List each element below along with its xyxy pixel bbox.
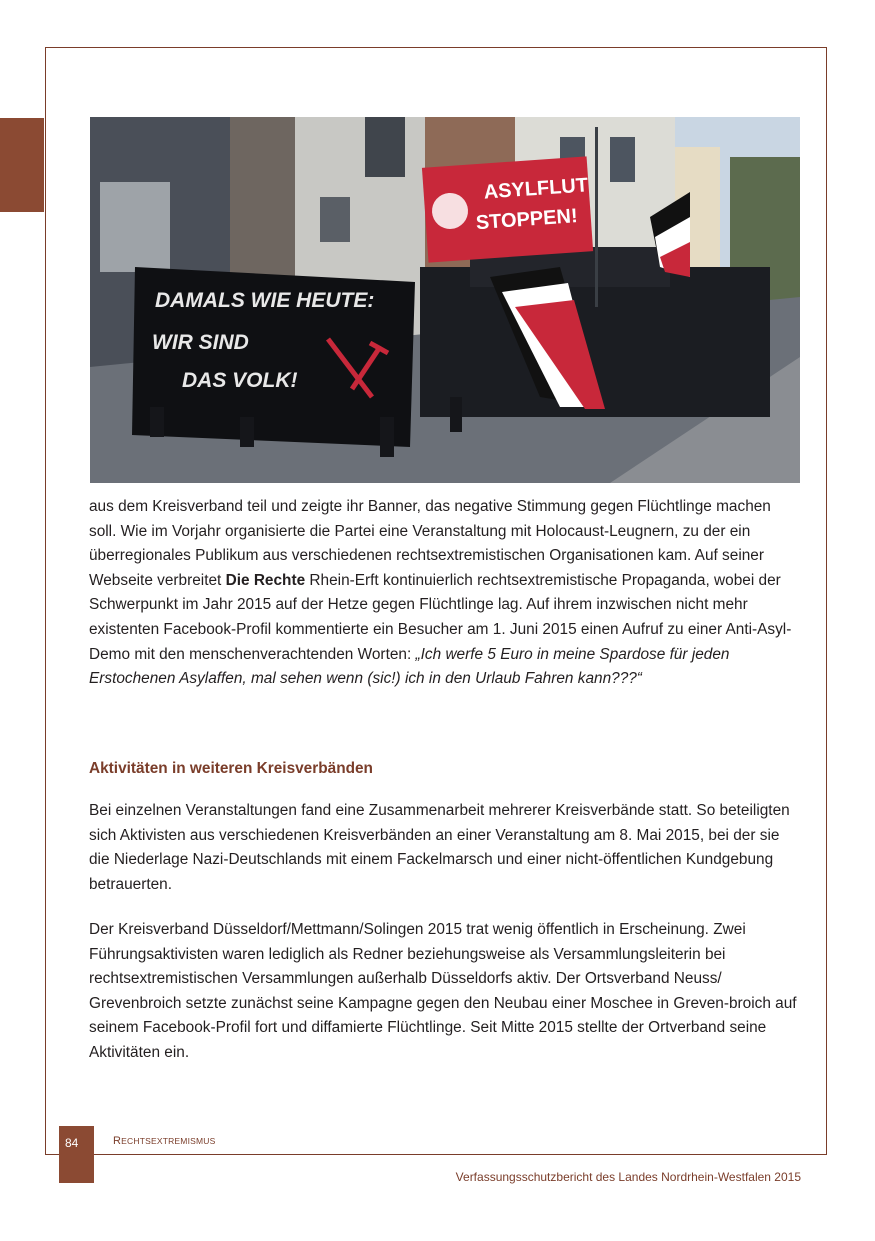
party-name-bold: Die Rechte [225, 571, 306, 589]
quoted-comment: „Ich werfe 5 Euro in meine Spardose für jeden Erstochenen Asylaffen, mal sehen wenn (sic!) ich in den Urlaub Fahren kann???“ [89, 645, 730, 688]
body-paragraph-1 [89, 495, 801, 692]
body-paragraph-3: Der Kreisverband Düsseldorf/Mettmann/Solingen 2015 trat wenig öffentlich in Erscheinung. Zwei Führungsaktivisten waren lediglich als Redner beziehungsweise als Versammlungsleiterin bei rechtsextremistischen Versammlungen außerhalb Düsseldorfs aktiv. Der Ortsverband Neuss/ Grevenbroich setzte zunächst seine Kampagne gegen den Neubau einer Moschee in Greven-broich auf seinem Facebook-Profil fort und diffamierte Flüchtlinge. Seit Mitte 2015 stellte der Ortverband seine Aktivitäten ein. [89, 921, 797, 1061]
banner-right-line1: ASYLFLUT [483, 174, 589, 204]
paragraph-1-text-before: aus dem Kreisverband teil und zeigte ihr Banner, das negative Stimmung gegen Flüchtlinge machen soll. Wie im Vorjahr organisierte die Partei eine Veranstaltung mit Holocaust-Leugnern, zu der ein überregionales Publikum aus verschiedenen rechtsextremistischen Organisationen kam. Auf seiner Webseite verbreitet [89, 498, 771, 589]
body-paragraph-2: Bei einzelnen Veranstaltungen fand eine Zusammenarbeit mehrerer Kreisverbände statt. So beteiligten sich Aktivisten aus verschiedenen Kreisverbänden an einer Veranstaltung am 8. Mai 2015, bei der sie die Niederlage Nazi-Deutschlands mit einem Fackelmarsch und einer nicht-öffentlichen Kundgebung betrauerten. [89, 802, 790, 893]
running-section-title [113, 1135, 216, 1147]
banner-left-line3: DAS VOLK! [182, 369, 298, 392]
banner-right-line2: STOPPEN! [475, 205, 579, 235]
banner-left-line2: WIR SIND [152, 331, 249, 354]
paragraph-1-text-after: Rhein-Erft kontinuierlich rechtsextremistische Propaganda, wobei der Schwerpunkt im Jahr 2015 auf der Hetze gegen Flüchtlinge lag. Auf ihrem inzwischen nicht mehr existenten Facebook-Profil kommentierte ein Besucher am 1. Juni 2015 einen Aufruf zu einer Anti-Asyl-Demo mit den menschenverachtenden Worten: [89, 571, 792, 663]
page-number: 84 [65, 1136, 79, 1150]
side-tab-marker [0, 118, 44, 212]
publication-title: Verfassungsschutzbericht des Landes Nordrhein-Westfalen 2015 [455, 1170, 801, 1184]
section-title-initial: R [113, 1135, 122, 1147]
section-title-rest: ECHTSEXTREMISMUS [121, 1136, 216, 1146]
page-number-box [59, 1126, 94, 1183]
banner-left-line1: DAMALS WIE HEUTE: [155, 289, 375, 312]
section-heading: Aktivitäten in weiteren Kreisverbänden [89, 760, 373, 777]
demonstration-photo [90, 117, 800, 483]
